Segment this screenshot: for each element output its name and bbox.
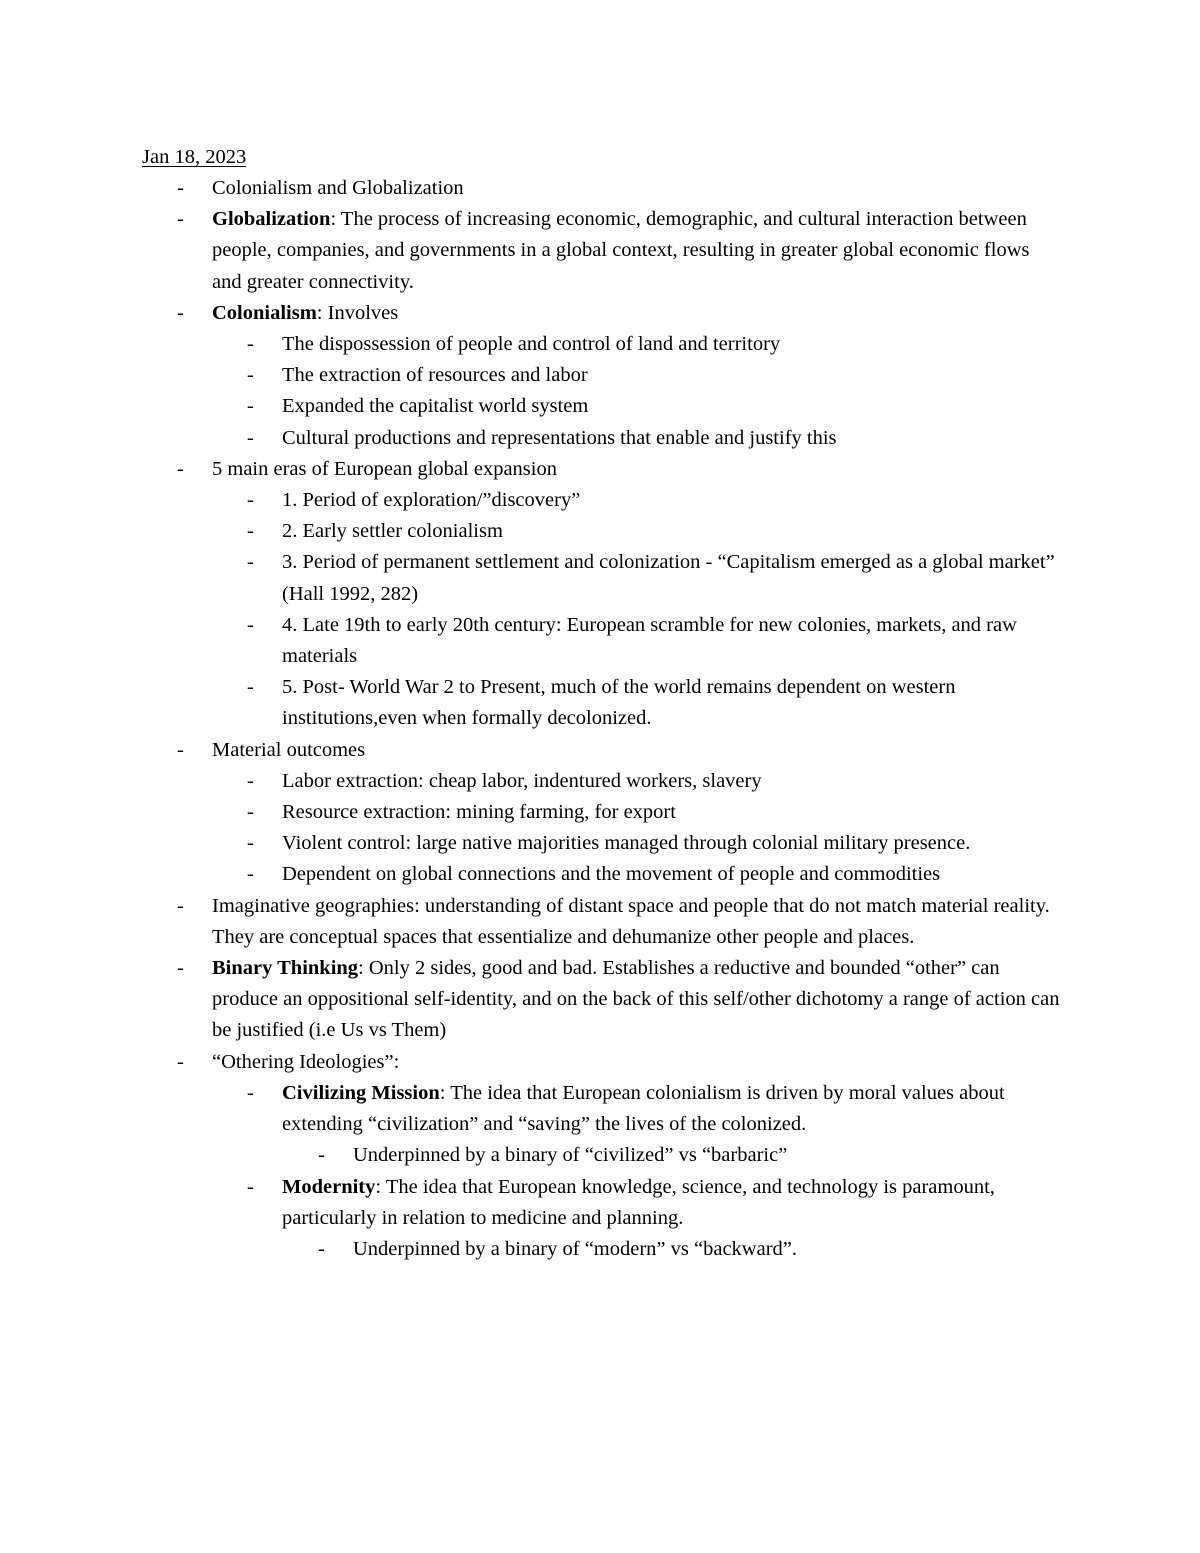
item-text: Underpinned by a binary of “modern” vs “backward”. bbox=[353, 1237, 797, 1260]
list-item bbox=[0, 766, 1062, 797]
list-item bbox=[0, 423, 1062, 454]
bullet-dash: - bbox=[247, 801, 254, 824]
item-text: 1. Period of exploration/”discovery” bbox=[282, 489, 581, 512]
item-term: Colonialism bbox=[212, 301, 317, 324]
list-item bbox=[0, 204, 1062, 298]
item-text: Imaginative geographies: understanding of distant space and people that do not match material reality. They are conceptual spaces that essentialize and dehumanize other people and places. bbox=[212, 894, 1050, 948]
item-text: 5. Post- World War 2 to Present, much of the world remains dependent on western institutions,even when formally decolonized. bbox=[282, 676, 956, 730]
item-text: : The process of increasing economic, demographic, and cultural interaction between people, companies, and governments in a global context, resulting in greater global economic flows and greater connectivity. bbox=[212, 208, 1030, 293]
list-item bbox=[0, 1078, 1062, 1140]
item-term: Modernity bbox=[282, 1175, 376, 1198]
note-date: Jan 18, 2023 bbox=[142, 146, 247, 168]
list-item bbox=[0, 1047, 1062, 1078]
item-text: The dispossession of people and control of land and territory bbox=[282, 333, 781, 356]
bullet-dash: - bbox=[247, 426, 254, 449]
item-text: : Involves bbox=[316, 301, 399, 324]
bullet-dash: - bbox=[318, 1237, 325, 1260]
item-term: Binary Thinking bbox=[212, 957, 359, 980]
notes-list bbox=[0, 173, 1200, 1265]
item-text: 4. Late 19th to early 20th century: European scramble for new colonies, markets, and raw materials bbox=[282, 613, 1017, 668]
bullet-dash: - bbox=[247, 832, 254, 855]
item-text: “Othering Ideologies”: bbox=[212, 1050, 400, 1073]
bullet-dash: - bbox=[247, 1175, 254, 1198]
item-text: Dependent on global connections and the movement of people and commodities bbox=[282, 863, 941, 886]
bullet-dash: - bbox=[177, 457, 184, 480]
list-item bbox=[0, 672, 1062, 734]
bullet-dash: - bbox=[177, 1050, 184, 1073]
list-item bbox=[0, 547, 1062, 609]
bullet-dash: - bbox=[247, 520, 254, 543]
item-term: Globalization bbox=[212, 208, 331, 231]
item-text: 3. Period of permanent settlement and colonization - “Capitalism emerged as a global market” (Hall 1992, 282) bbox=[282, 551, 1055, 605]
bullet-dash: - bbox=[247, 395, 254, 418]
item-text: : The idea that European colonialism is driven by moral values about extending “civilization” and “saving” the lives of the colonized. bbox=[282, 1081, 1005, 1136]
list-item bbox=[0, 329, 1062, 360]
list-item bbox=[0, 485, 1062, 516]
bullet-dash: - bbox=[247, 676, 254, 699]
list-item bbox=[0, 1140, 1062, 1171]
bullet-dash: - bbox=[247, 769, 254, 792]
item-text: 5 main eras of European global expansion bbox=[212, 457, 557, 480]
bullet-dash: - bbox=[247, 613, 254, 636]
list-item bbox=[0, 298, 1062, 329]
item-text: Colonialism and Globalization bbox=[212, 177, 464, 199]
item-text: Labor extraction: cheap labor, indentured workers, slavery bbox=[282, 769, 762, 792]
list-item bbox=[0, 391, 1062, 422]
bullet-dash: - bbox=[247, 863, 254, 886]
item-text: : The idea that European knowledge, science, and technology is paramount, particularly in relation to medicine and planning. bbox=[282, 1175, 995, 1229]
bullet-dash: - bbox=[318, 1144, 325, 1167]
item-term: Civilizing Mission bbox=[282, 1081, 440, 1104]
list-item bbox=[0, 1172, 1062, 1234]
list-item bbox=[0, 1234, 1062, 1265]
list-item bbox=[0, 859, 1062, 890]
item-text: The extraction of resources and labor bbox=[282, 364, 588, 387]
list-item bbox=[0, 953, 1062, 1047]
bullet-dash: - bbox=[177, 894, 184, 917]
bullet-dash: - bbox=[247, 333, 254, 356]
list-item bbox=[0, 454, 1062, 485]
list-item bbox=[0, 610, 1062, 672]
item-text: Cultural productions and representations that enable and justify this bbox=[282, 426, 837, 449]
bullet-dash: - bbox=[177, 957, 184, 980]
bullet-dash: - bbox=[177, 301, 184, 324]
list-item bbox=[0, 797, 1062, 828]
bullet-dash: - bbox=[177, 208, 184, 231]
bullet-dash: - bbox=[247, 551, 254, 574]
item-text: Material outcomes bbox=[212, 738, 366, 761]
bullet-dash: - bbox=[247, 364, 254, 387]
bullet-dash: - bbox=[177, 738, 184, 761]
item-text: Violent control: large native majorities managed through colonial military presence. bbox=[282, 832, 971, 855]
list-item bbox=[0, 360, 1062, 391]
list-item bbox=[0, 828, 1062, 859]
list-item bbox=[0, 173, 1062, 204]
item-text: Expanded the capitalist world system bbox=[282, 395, 589, 418]
list-item bbox=[0, 735, 1062, 766]
item-text: Underpinned by a binary of “civilized” vs “barbaric” bbox=[353, 1144, 788, 1167]
item-text: 2. Early settler colonialism bbox=[282, 520, 503, 543]
bullet-dash: - bbox=[247, 489, 254, 512]
bullet-dash: - bbox=[177, 177, 184, 199]
item-text: Resource extraction: mining farming, for export bbox=[282, 801, 676, 824]
bullet-dash: - bbox=[247, 1081, 254, 1104]
list-item bbox=[0, 891, 1062, 953]
list-item bbox=[0, 516, 1062, 547]
item-text: : Only 2 sides, good and bad. Establishes a reductive and bounded “other” can produce an oppositional self-identity, and on the back of this self/other dichotomy a range of action can be justified (i.e Us vs Them) bbox=[212, 957, 1060, 1042]
